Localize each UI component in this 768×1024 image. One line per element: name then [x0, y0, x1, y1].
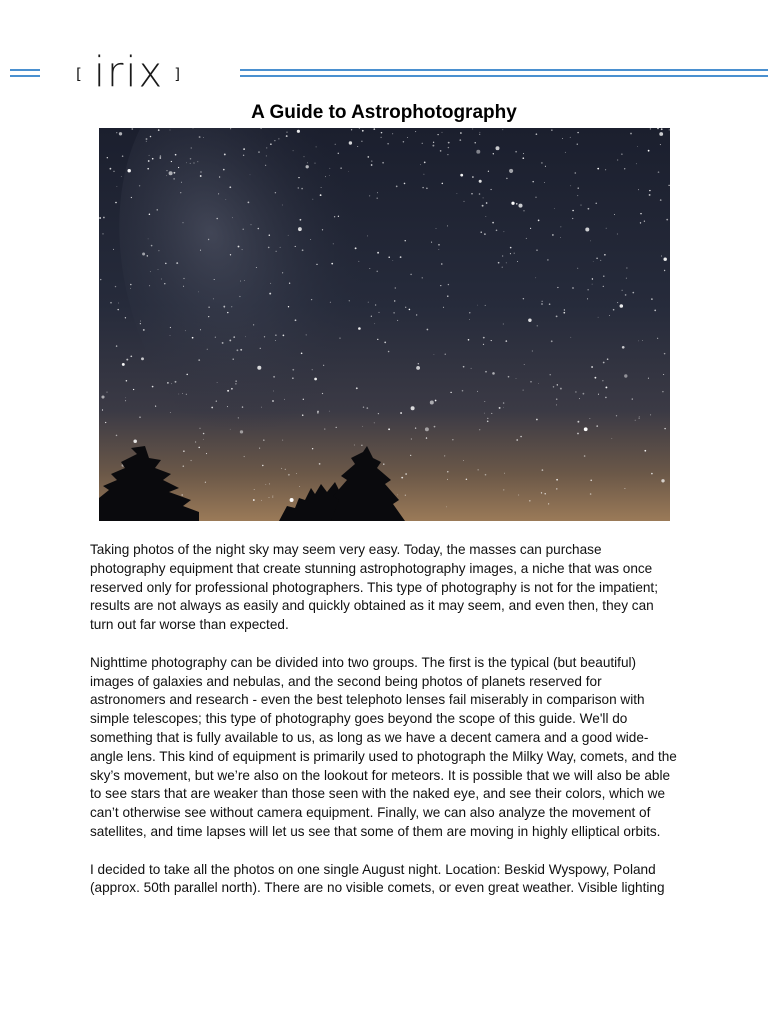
header-rule-left-bottom	[10, 75, 40, 77]
article-title: A Guide to Astrophotography	[251, 102, 517, 123]
header-rule-left-top	[10, 69, 40, 71]
logo-wordmark: irix	[93, 48, 165, 98]
logo-bracket-right: ]	[174, 64, 181, 83]
article-body	[90, 541, 680, 917]
header-rule-right-bottom	[240, 75, 768, 77]
article-paragraph-1: Taking photos of the night sky may seem very easy. Today, the masses can purchase photography equipment that create stunning astrophotography images, a niche that was once reserved only for professional photographers. This type of photography is not for the impatient; results are not always as easily and quickly obtained as it may seem, and even then, they can turn out far worse than expected.	[90, 542, 658, 633]
night-sky-photo	[99, 128, 670, 521]
logo-bracket-left: [	[76, 64, 82, 83]
header-rule-right-top	[240, 69, 768, 71]
starry-night-sky-photo	[99, 128, 670, 521]
article-paragraph-2: Nighttime photography can be divided into two groups. The first is the typical (but beautiful) images of galaxies and nebulas, and the second being photos of planets reserved for astronomers and research - even the best telephoto lenses fail miserably in comparison with simple telescopes; this type of photography goes beyond the scope of this guide. We'll do something that is fully available to us, as long as we have a decent camera and a good wide-angle lens. This kind of equipment is primarily used to photograph the Milky Way, comets, and the sky’s movement, but we’re also on the lookout for meteors. It is possible that we will also be able to see stars that are weaker than those seen with the naked eye, and see their colors, which we can’t otherwise see without camera equipment. Finally, we can also analyze the movement of satellites, and time lapses will let us see that some of them are moving in highly elliptical orbits.	[90, 654, 677, 839]
article-paragraph-3: I decided to take all the photos on one single August night. Location: Beskid Wyspowy, Poland (approx. 50th parallel north). There are no visible comets, or even great weather. Visible lighting	[90, 861, 665, 896]
irix-logo	[76, 48, 181, 98]
